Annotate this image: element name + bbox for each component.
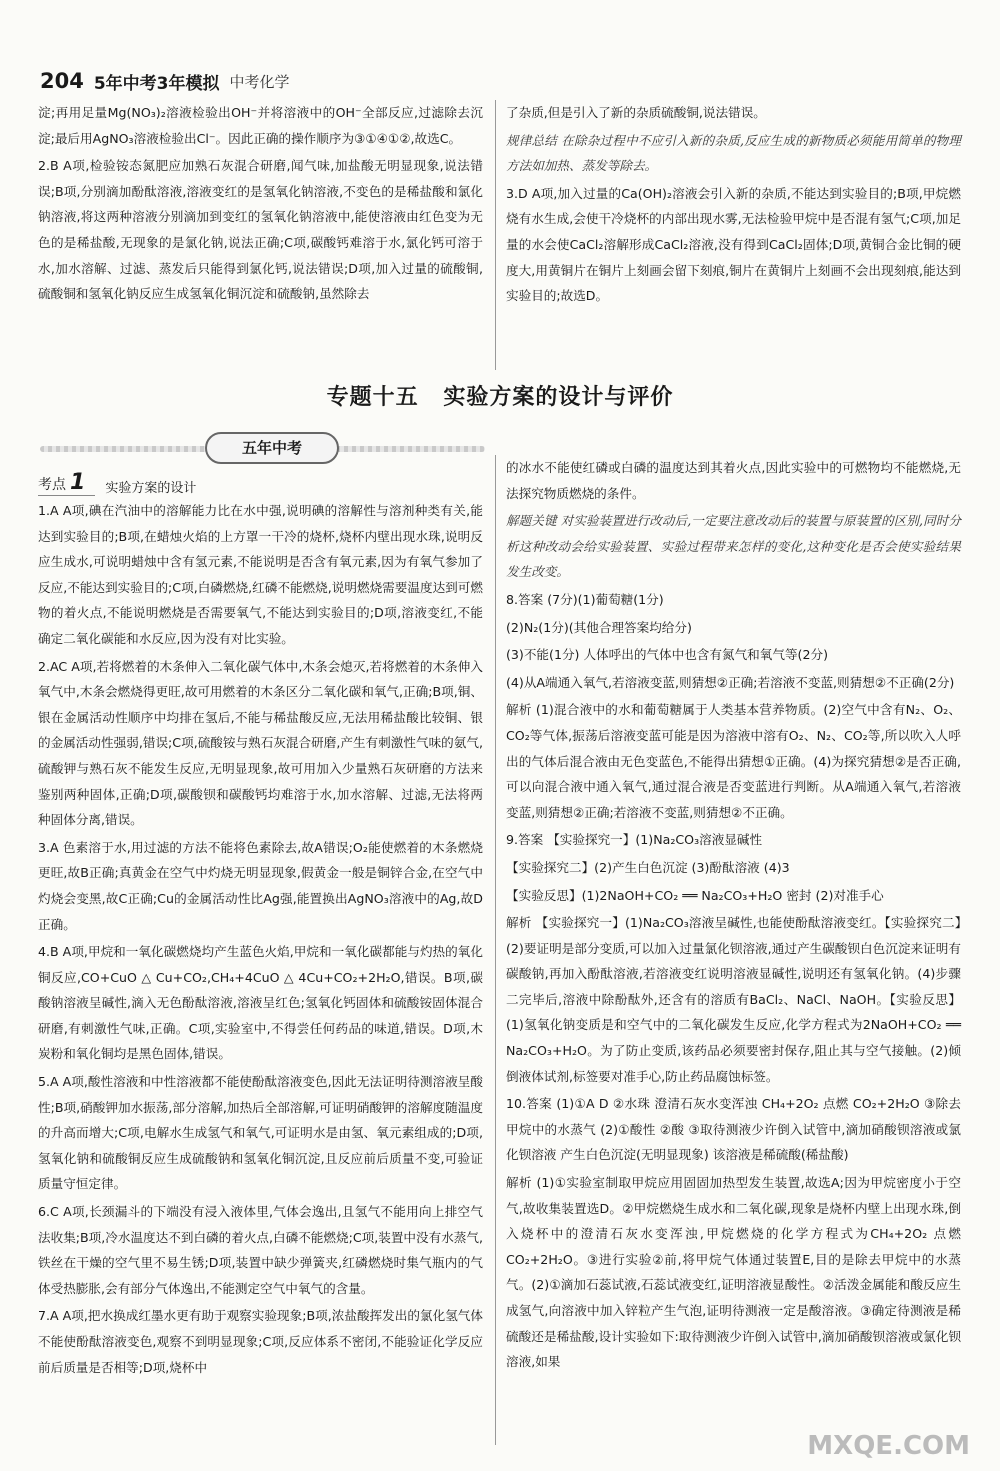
answer-line: 【实验反思】(1)2NaOH+CO₂ ══ Na₂CO₃+H₂O 密封 (2)对准手心	[506, 887, 884, 903]
answer-item: 7.A A项,把水换成红墨水更有助于观察实验现象;B项,浓盐酸挥发出的氯化氢气体不能使酚酞溶液变色,观察不到明显现象;C项,反应体系不密闭,不能验证化学反应前后质量是否相等;D项,烧杯中	[38, 1308, 483, 1375]
rule-summary: 规律总结 在除杂过程中不应引入新的杂质,反应生成的新物质必须能用简单的物理方法如加热、蒸发等除去。	[506, 132, 961, 174]
top-left-column	[38, 100, 483, 309]
answer-line: 8.答案 (7分)(1)葡萄糖(1分)	[506, 591, 664, 607]
key-point: 解题关键 对实验装置进行改动后,一定要注意改动后的装置与原装置的区别,同时分析这种改动会给实验装置、实验过程带来怎样的变化,这种变化是否会使实验结果发生改变。	[506, 513, 961, 580]
bottom-right-column	[506, 455, 961, 1377]
bottom-left-column	[38, 498, 483, 1382]
page-header	[40, 66, 290, 96]
answer-line: (2)N₂(1分)(其他合理答案均给分)	[506, 619, 692, 635]
analysis: 解析 【实验探究一】(1)Na₂CO₃溶液呈碱性,也能使酚酞溶液变红。【实验探究二】(2)要证明是部分变质,可以加入过量氯化钡溶液,通过产生碳酸钡白色沉淀来证明有碳酸钠,再加入酚酞溶液,若溶液变红说明溶液显碱性,说明还有氢氧化钠。(4)步骤二完毕后,溶液中除酚酞外,还含有的溶质有BaCl₂、NaCl、NaOH。【实验反思】(1)氢氧化钠变质是和空气中的二氧化碳发生反应,化学方程式为2NaOH+CO₂ ══ Na₂CO₃+H₂O。为了防止变质,该药品必须要密封保存,阻止其与空气接触。(2)倾倒液体试剂,标签要对准手心,防止药品腐蚀标签。	[506, 915, 961, 1084]
topic-name: 实验方案的设计与评价	[443, 385, 674, 410]
page-number: 204	[40, 69, 84, 93]
answer-item: 5.A A项,酸性溶液和中性溶液都不能使酚酞溶液变色,因此无法证明待测溶液呈酸性;B项,硝酸钾加水振荡,部分溶解,加热后全部溶解,可证明硝酸钾的溶解度随温度的升高而增大;C项,电解水生成氢气和氧气,可证明水是由氢、氧元素组成的;D项,氢氧化钠和硫酸铜反应生成硫酸钠和氢氧化铜沉淀,且反应前后质量不变,可验证质量守恒定律。	[38, 1074, 483, 1192]
section-title	[0, 380, 1000, 411]
kaodian-heading	[38, 470, 196, 496]
watermark: MXQE.COM	[807, 1431, 970, 1461]
answer-line: (3)不能(1分) 人体呼出的气体中也含有氮气和氧气等(2分)	[506, 647, 828, 663]
answer-line: 9.答案 【实验探究一】(1)Na₂CO₃溶液显碱性	[506, 832, 763, 848]
top-right-column	[506, 100, 961, 311]
paragraph: 的冰水不能使红磷或白磷的温度达到其着火点,因此实验中的可燃物均不能燃烧,无法探究物质燃烧的条件。	[506, 460, 961, 501]
answer-line: 10.答案 (1)①A D ②水珠 澄清石灰水变浑浊 CH₄+2O₂ 点燃 CO₂+2H₂O ③除去甲烷中的水蒸气 (2)①酸性 ②酸 ③取待测液少许倒入试管中,滴加硝酸钡溶液或氯化钡溶液 产生白色沉淀(无明显现象) 该溶液是稀硫酸(稀盐酸)	[506, 1096, 961, 1163]
paragraph: 了杂质,但是引入了新的杂质硫酸铜,说法错误。	[506, 105, 766, 120]
kaodian-tag: 考点 1	[38, 470, 95, 496]
topic-number: 专题十五	[326, 385, 419, 410]
paragraph: 淀;再用足量Mg(NO₃)₂溶液检验出OH⁻并将溶液中的OH⁻全部反应,过滤除去沉淀;最后用AgNO₃溶液检验出Cl⁻。因此正确的操作顺序为③①④①②,故选C。	[38, 105, 483, 146]
answer-item: 2.AC A项,若将燃着的木条伸入二氧化碳气体中,木条会熄灭,若将燃着的木条伸入氧气中,木条会燃烧得更旺,故可用燃着的木条区分二氧化碳和氧气,正确;B项,铜、银在金属活动性顺序中均排在氢后,不能与稀盐酸反应,无法用稀盐酸比较铜、银的金属活动性强弱,错误;C项,硫酸铵与熟石灰混合研磨,产生有刺激性气味的氨气,硫酸钾与熟石灰不能发生反应,无明显现象,故可用加入少量熟石灰研磨的方法来鉴别两种固体,正确;D项,碳酸钡和碳酸钙均难溶于水,加水溶解、过滤,无法将两种固体分离,错误。	[38, 658, 483, 828]
answer-line: (4)从A端通入氧气,若溶液变蓝,则猜想②正确;若溶液不变蓝,则猜想②不正确(2分)	[506, 674, 955, 690]
answer-item: 1.A A项,碘在汽油中的溶解能力比在水中强,说明碘的溶解性与溶剂种类有关,能达到实验目的;B项,在蜡烛火焰的上方罩一干冷的烧杯,烧杯内壁出现水珠,说明反应生成水,可说明蜡烛中含有氢元素,不能说明是否含有氧元素,因为有氧气参加了反应,不能达到实验目的;C项,白磷燃烧,红磷不能燃烧,说明燃烧需要温度达到可燃物的着火点,不能说明燃烧是否需要氧气,不能达到实验目的;D项,溶液变红,不能确定二氧化碳能和水反应,因为没有对比实验。	[38, 503, 483, 646]
banner-label: 五年中考	[205, 432, 339, 464]
column-divider	[495, 100, 496, 370]
answer-item: 4.B A项,甲烷和一氧化碳燃烧均产生蓝色火焰,甲烷和一氧化碳都能与灼热的氧化铜反应,CO+CuO △ Cu+CO₂,CH₄+4CuO △ 4Cu+CO₂+2H₂O,错误。B项,碳酸钠溶液呈碱性,滴入无色酚酞溶液,溶液呈红色;氢氧化钙固体和硫酸铵固体混合研磨,有刺激性气味,正确。C项,实验室中,不得尝任何药品的味道,错误。D项,木炭粉和氧化铜均是黑色固体,错误。	[38, 944, 483, 1062]
analysis: 解析 (1)①实验室制取甲烷应用固固加热型发生装置,故选A;因为甲烷密度小于空气,故收集装置选D。②甲烷燃烧生成水和二氧化碳,现象是烧杯内壁上出现水珠,倒入烧杯中的澄清石灰水变浑浊,甲烷燃烧的化学方程式为CH₄+2O₂ 点燃 CO₂+2H₂O。③进行实验②前,将甲烷气体通过装置E,目的是除去甲烷中的水蒸气。(2)①滴加石蕊试液,石蕊试液变红,证明溶液显酸性。②活泼金属能和酸反应生成氢气,向溶液中加入锌粒产生气泡,证明待测液一定是酸溶液。③确定待测液是稀硫酸还是稀盐酸,设计实验如下:取待测液少许倒入试管中,滴加硝酸钡溶液或氯化钡溶液,如果	[506, 1175, 961, 1370]
answer-item: 3.A 色素溶于水,用过滤的方法不能将色素除去,故A错误;O₂能使燃着的木条燃烧更旺,故B正确;真黄金在空气中灼烧无明显现象,假黄金一般是铜锌合金,在空气中灼烧会变黑,故C正确;Cu的金属活动性比Ag强,能置换出AgNO₃溶液中的Ag,故D正确。	[38, 839, 483, 932]
five-year-banner	[40, 432, 485, 462]
subject-label: 中考化学	[229, 72, 290, 91]
paragraph: 3.D A项,加入过量的Ca(OH)₂溶液会引入新的杂质,不能达到实验目的;B项,甲烷燃烧有水生成,会使干冷烧杯的内部出现水雾,无法检验甲烷中是否混有氢气;C项,加足量的水会使CaCl₂溶解形成CaCl₂溶液,没有得到CaCl₂固体;D项,黄铜合金比铜的硬度大,用黄铜片在铜片上刻画会留下刻痕,铜片在黄铜片上刻画不会出现刻痕,能达到实验目的;故选D。	[506, 185, 961, 304]
kaodian-name: 实验方案的设计	[105, 481, 197, 496]
analysis: 解析 (1)混合液中的水和葡萄糖属于人类基本营养物质。(2)空气中含有N₂、O₂、CO₂等气体,振荡后溶液变蓝可能是因为溶液中溶有O₂、N₂、CO₂等,所以吹入人呼出的气体后混合液由无色变蓝色,不能得出猜想①正确。(4)为探究猜想②是否正确,可以向混合液中通入氧气,通过混合液是否变蓝进行判断。从A端通入氧气,若溶液变蓝,则猜想②正确;若溶液不变蓝,则猜想②不正确。	[506, 702, 961, 820]
column-divider	[495, 455, 496, 1445]
answer-item: 6.C A项,长颈漏斗的下端没有浸入液体里,气体会逸出,且氢气不能用向上排空气法收集;B项,冷水温度达不到白磷的着火点,白磷不能燃烧;C项,装置中没有水蒸气,铁丝在干燥的空气里不易生锈;D项,装置中缺少弹簧夹,红磷燃烧时集气瓶内的气体受热膨胀,会有部分气体逸出,不能测定空气中氧气的含量。	[38, 1204, 483, 1296]
book-title: 5年中考3年模拟	[93, 73, 220, 94]
answer-line: 【实验探究二】(2)产生白色沉淀 (3)酚酞溶液 (4)3	[506, 859, 790, 875]
paragraph: 2.B A项,检验铵态氮肥应加熟石灰混合研磨,闻气味,加盐酸无明显现象,说法错误;B项,分别滴加酚酞溶液,溶液变红的是氢氧化钠溶液,不变色的是稀盐酸和氯化钠溶液,将这两种溶液分别滴加到变红的氢氧化钠溶液中,能使溶液由红色变为无色的是稀盐酸,无现象的是氯化钠,说法正确;C项,碳酸钙难溶于水,氯化钙可溶于水,加水溶解、过滤、蒸发后只能得到氯化钙,说法错误;D项,加入过量的硫酸铜,硫酸铜和氢氧化钠反应生成氢氧化铜沉淀和硫酸钠,虽然除去	[38, 158, 483, 302]
